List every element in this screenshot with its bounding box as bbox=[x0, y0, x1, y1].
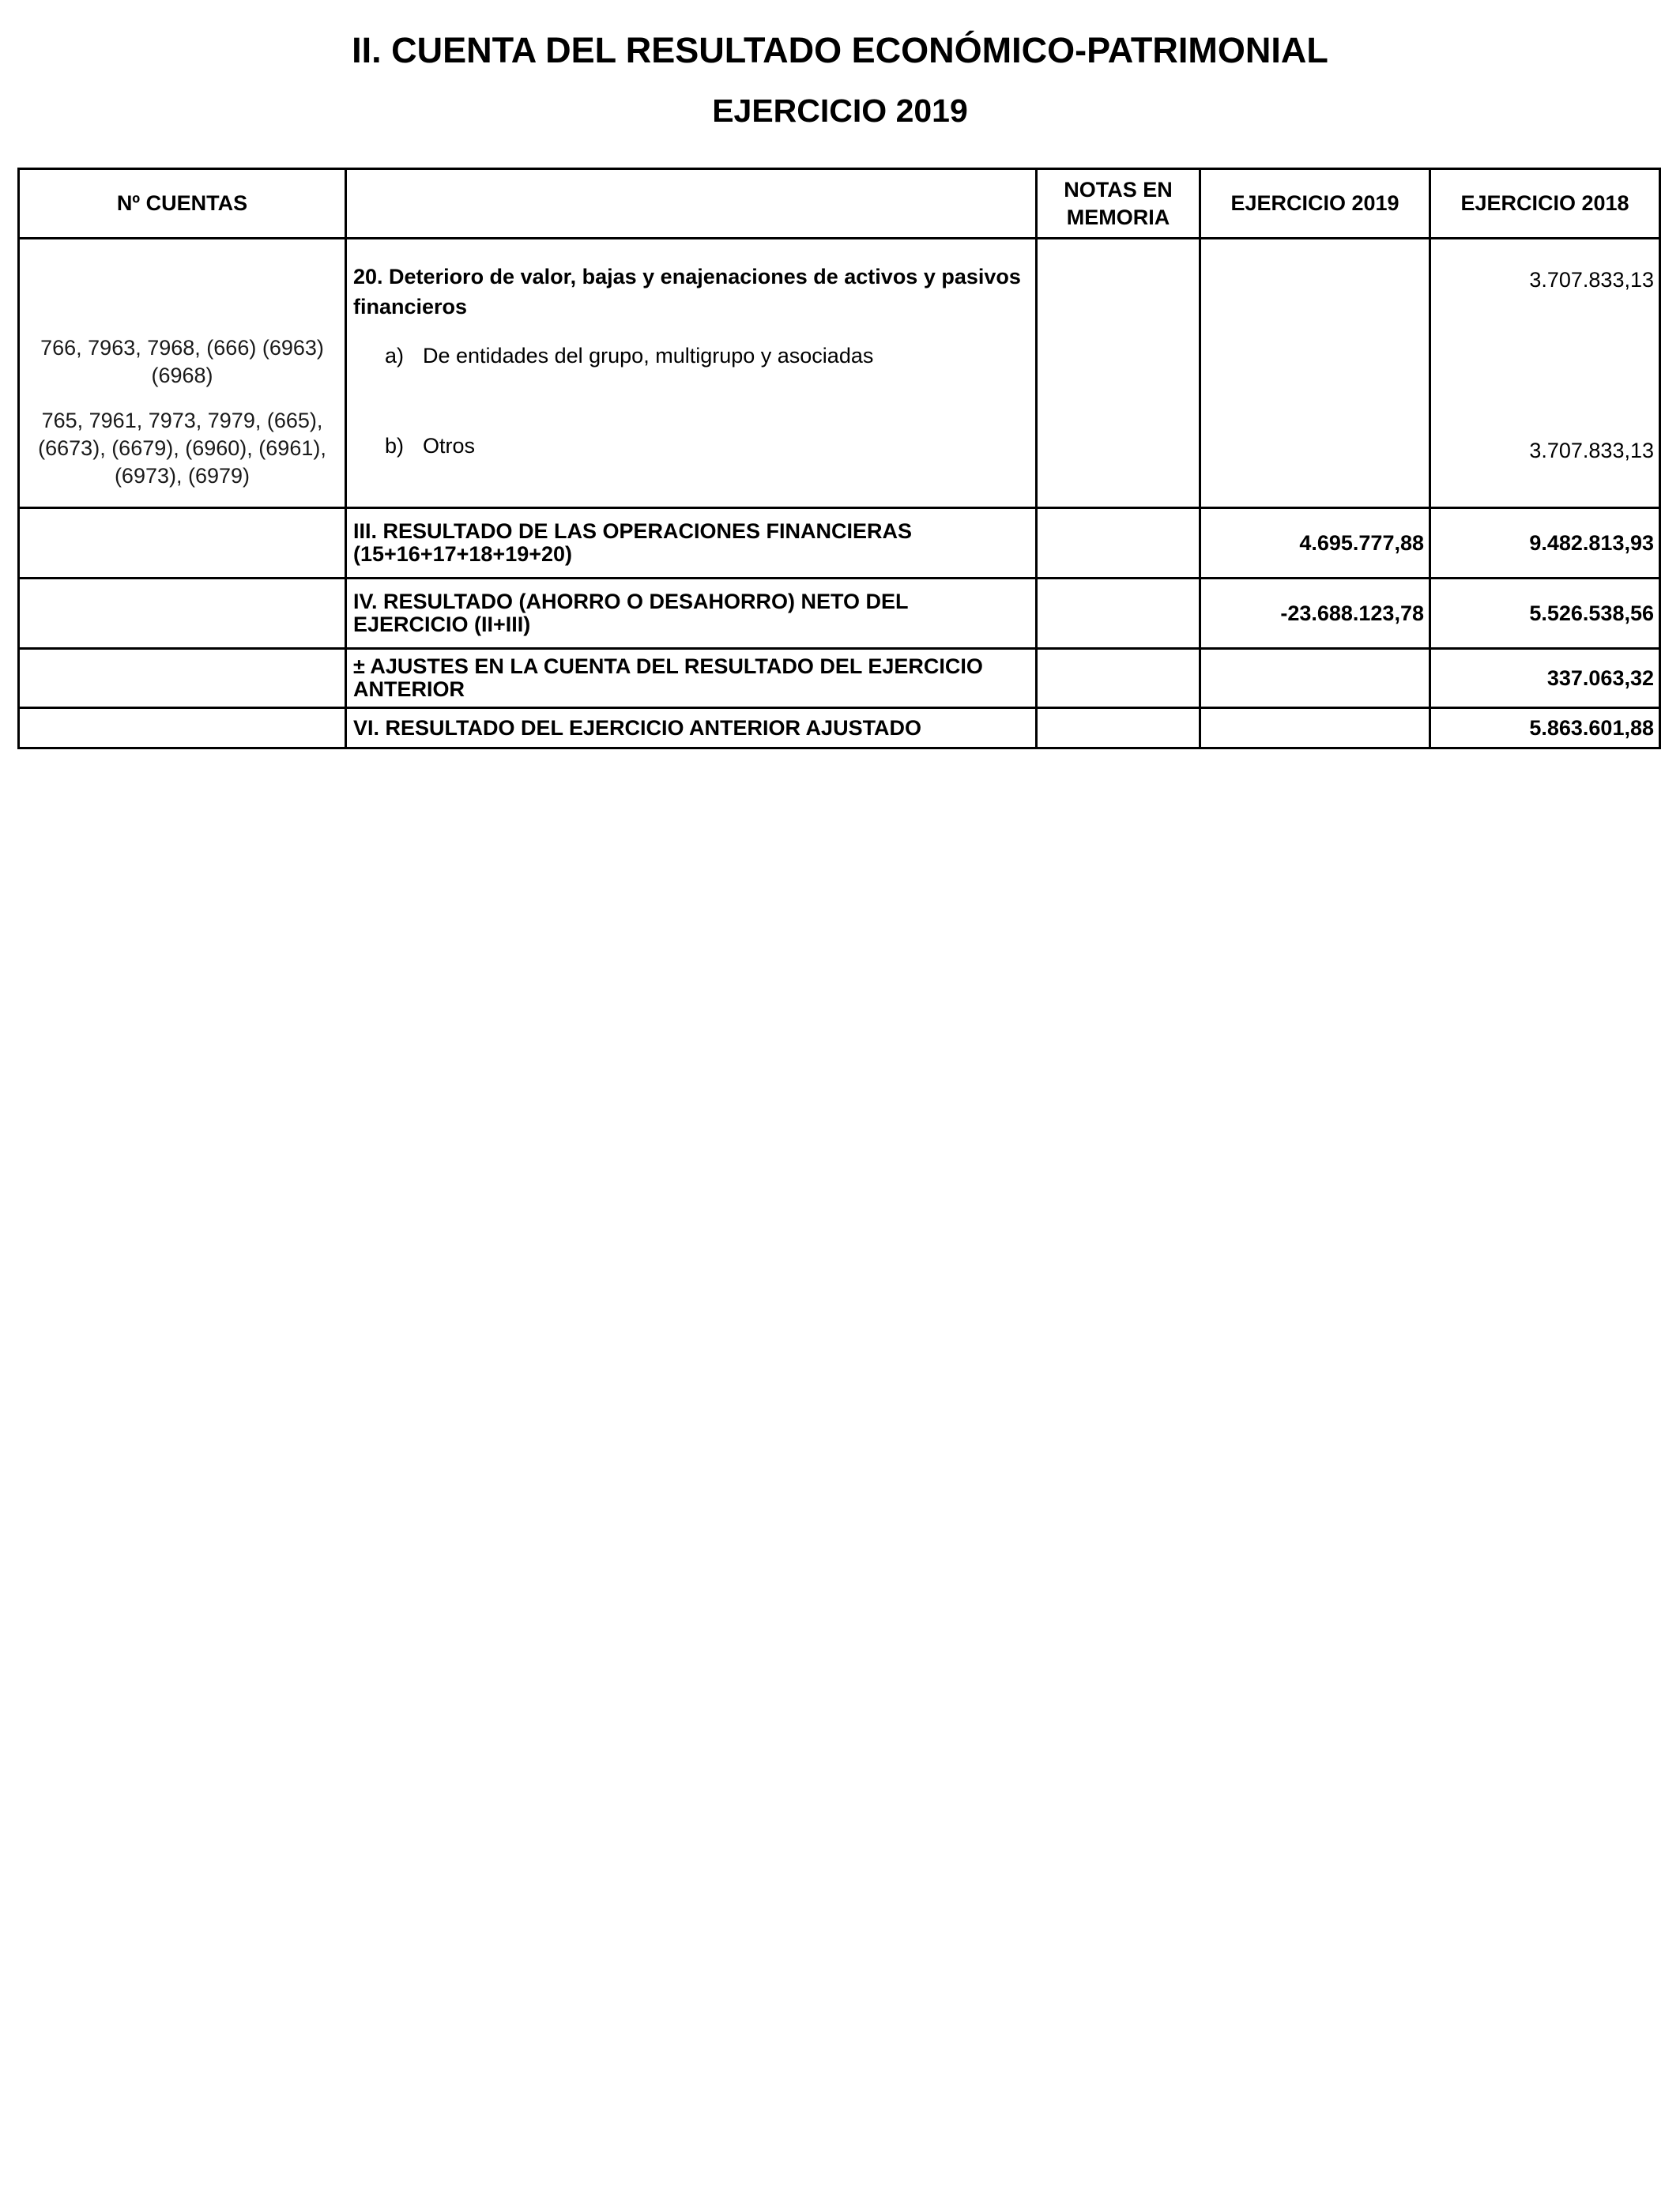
item-a-label: De entidades del grupo, multigrupo y asociadas bbox=[423, 344, 874, 368]
section-20-total-2018: 3.707.833,13 bbox=[1529, 268, 1654, 292]
result-vi-value-2019 bbox=[1200, 708, 1430, 748]
cell-notes bbox=[1037, 508, 1200, 579]
cell-description-section-20 bbox=[346, 239, 1037, 508]
page-subtitle: EJERCICIO 2019 bbox=[712, 92, 968, 129]
cell-2019-section-20 bbox=[1200, 239, 1430, 508]
header-notes bbox=[1037, 169, 1200, 239]
ajustes-label-line2: ANTERIOR bbox=[353, 677, 465, 701]
item-a-letter: a) bbox=[385, 344, 405, 368]
result-iii-label-line2: (15+16+17+18+19+20) bbox=[353, 542, 573, 566]
ajustes-value-2018: 337.063,32 bbox=[1430, 649, 1660, 708]
cell-accounts-empty bbox=[19, 649, 346, 708]
ajustes-label-line1: ± AJUSTES EN LA CUENTA DEL RESULTADO DEL EJERCICIO bbox=[353, 654, 983, 678]
table-row-resultado-ajustado bbox=[19, 708, 1660, 748]
accounts-b-line3: (6973), (6979) bbox=[114, 464, 250, 488]
cell-notes bbox=[1037, 649, 1200, 708]
section-20-label-line1: 20. Deterioro de valor, bajas y enajenaciones de activos y pasivos bbox=[353, 265, 1021, 288]
accounts-b-line2: (6673), (6679), (6960), (6961), bbox=[38, 436, 326, 460]
result-iv-label-line2: EJERCICIO (II+III) bbox=[353, 613, 531, 636]
cell-description bbox=[346, 649, 1037, 708]
header-year-2019: EJERCICIO 2019 bbox=[1200, 169, 1430, 239]
header-description bbox=[346, 169, 1037, 239]
cell-accounts-empty bbox=[19, 708, 346, 748]
table-row-result-operaciones bbox=[19, 508, 1660, 579]
result-iv-label-line1: IV. RESULTADO (AHORRO O DESAHORRO) NETO DEL bbox=[353, 590, 909, 613]
item-b-letter: b) bbox=[385, 434, 405, 458]
ajustes-value-2019 bbox=[1200, 649, 1430, 708]
cell-notes-section-20 bbox=[1037, 239, 1200, 508]
cell-accounts-section-20 bbox=[19, 239, 346, 508]
result-iv-value-2019: -23.688.123,78 bbox=[1200, 579, 1430, 649]
accounts-a-line1: 766, 7963, 7968, (666) (6963) bbox=[40, 336, 324, 360]
header-notes-line2: MEMORIA bbox=[1066, 205, 1170, 229]
results-table bbox=[17, 168, 1661, 749]
result-iii-value-2018: 9.482.813,93 bbox=[1430, 508, 1660, 579]
header-year-2018: EJERCICIO 2018 bbox=[1430, 169, 1660, 239]
result-iii-value-2019: 4.695.777,88 bbox=[1200, 508, 1430, 579]
cell-accounts-empty bbox=[19, 579, 346, 649]
header-notes-line1: NOTAS EN bbox=[1064, 177, 1173, 202]
result-iii-label-line1: III. RESULTADO DE LAS OPERACIONES FINANCIERAS bbox=[353, 519, 913, 543]
result-vi-value-2018: 5.863.601,88 bbox=[1430, 708, 1660, 748]
cell-accounts-empty bbox=[19, 508, 346, 579]
cell-description bbox=[346, 579, 1037, 649]
table-row-result-neto bbox=[19, 579, 1660, 649]
result-iv-value-2018: 5.526.538,56 bbox=[1430, 579, 1660, 649]
cell-notes bbox=[1037, 708, 1200, 748]
item-b-label: Otros bbox=[423, 434, 476, 458]
page-title: II. CUENTA DEL RESULTADO ECONÓMICO-PATRIMONIAL bbox=[352, 30, 1328, 70]
item-b-value-2018: 3.707.833,13 bbox=[1529, 439, 1654, 462]
header-accounts: Nº CUENTAS bbox=[19, 169, 346, 239]
table-header-row bbox=[19, 169, 1660, 239]
accounts-b-line1: 765, 7961, 7973, 7979, (665), bbox=[41, 409, 323, 432]
result-vi-label: VI. RESULTADO DEL EJERCICIO ANTERIOR AJUSTADO bbox=[353, 715, 922, 740]
table-row-section-20 bbox=[19, 239, 1660, 508]
cell-description bbox=[346, 508, 1037, 579]
cell-description bbox=[346, 708, 1037, 748]
section-20-label-line2: financieros bbox=[353, 295, 468, 319]
accounts-a-line2: (6968) bbox=[151, 364, 213, 387]
cell-notes bbox=[1037, 579, 1200, 649]
cell-2018-section-20 bbox=[1430, 239, 1660, 508]
table-row-ajustes bbox=[19, 649, 1660, 708]
